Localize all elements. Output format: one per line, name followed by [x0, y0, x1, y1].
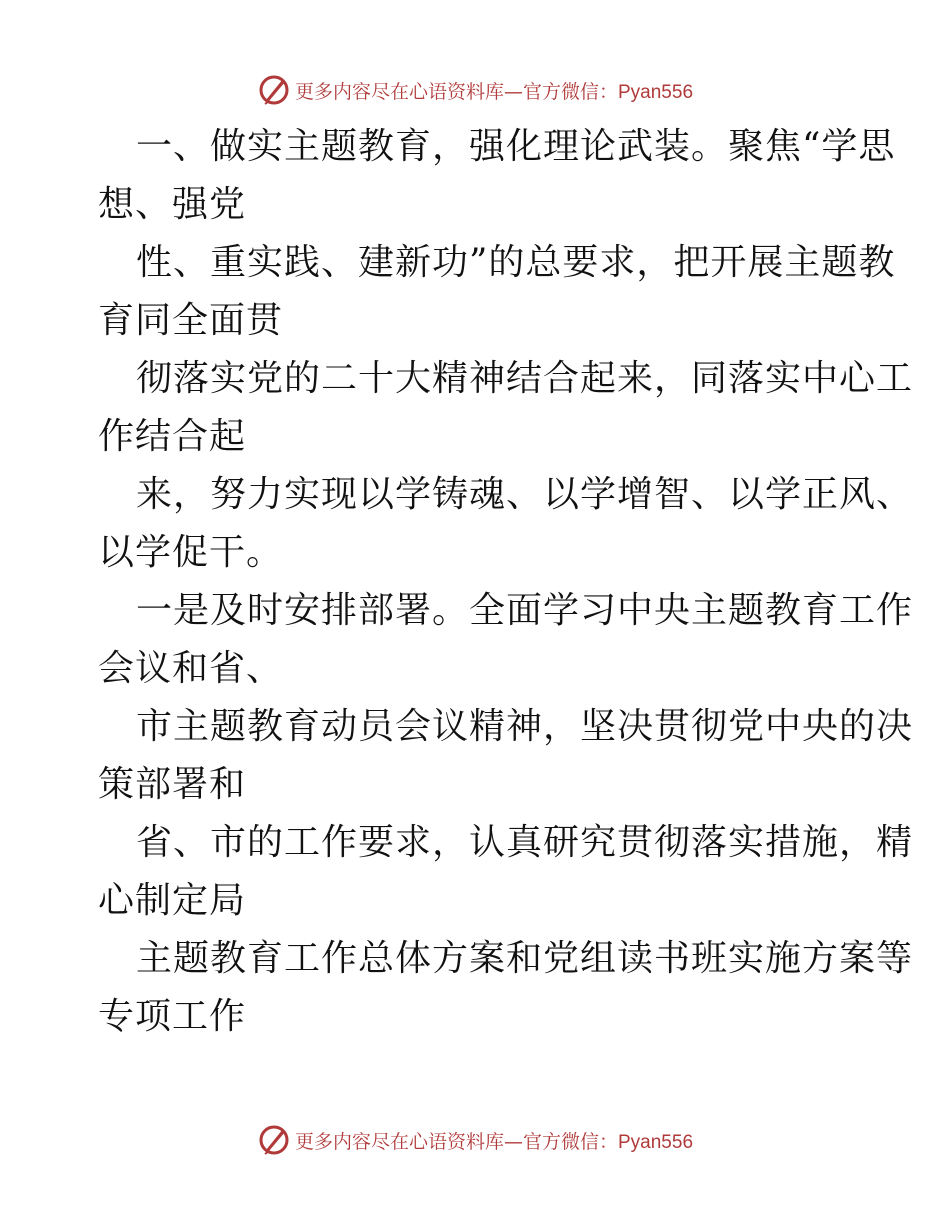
text-line: 一是及时安排部署。全面学习中央主题教育工作 [136, 590, 914, 631]
watermark-label: 更多内容尽在心语资料库—官方微信： [294, 1130, 618, 1153]
text-line: 想、强党 [98, 184, 247, 225]
quill-pen-circle-icon [257, 1123, 291, 1157]
text-line: 省、市的工作要求，认真研究贯彻落实措施，精 [136, 822, 914, 863]
text-line: 作结合起 [98, 416, 247, 457]
text-line: 心制定局 [98, 880, 247, 921]
header-watermark [0, 72, 950, 108]
text-line: 以学促干。 [98, 532, 284, 573]
text-line: 策部署和 [98, 764, 247, 805]
text-line: 来，努力实现以学铸魂、以学增智、以学正风、 [136, 474, 914, 515]
text-line: 育同全面贯 [98, 300, 284, 341]
footer-watermark [0, 1122, 950, 1158]
watermark-text [295, 1127, 693, 1154]
text-line: 专项工作 [98, 996, 247, 1037]
quill-pen-circle-icon [257, 73, 291, 107]
text-line: 主题教育工作总体方案和党组读书班实施方案等 [136, 938, 914, 979]
watermark-wechat-id: Pyan556 [618, 81, 694, 103]
document-body [98, 118, 914, 1046]
text-line: 市主题教育动员会议精神，坚决贯彻党中央的决 [136, 706, 914, 747]
text-line: 一、做实主题教育，强化理论武装。聚焦“学思 [136, 126, 896, 167]
text-line: 性、重实践、建新功”的总要求，把开展主题教 [136, 242, 896, 283]
watermark-wechat-id: Pyan556 [618, 1131, 694, 1153]
text-line: 彻落实党的二十大精神结合起来，同落实中心工 [136, 358, 914, 399]
text-line: 会议和省、 [98, 648, 284, 689]
watermark-label: 更多内容尽在心语资料库—官方微信： [294, 80, 618, 103]
watermark-text [295, 77, 693, 104]
